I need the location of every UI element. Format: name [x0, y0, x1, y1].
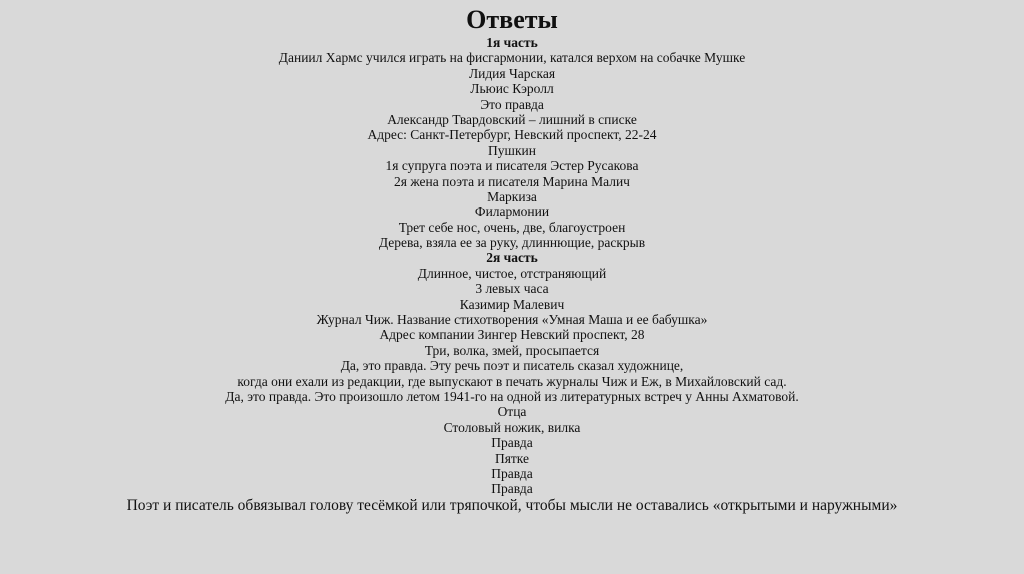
section-heading: 1я часть: [486, 35, 538, 50]
page-title: Ответы: [466, 5, 558, 34]
answer-line: Трет себе нос, очень, две, благоустроен: [398, 219, 626, 235]
answer-line: Отца: [497, 404, 527, 420]
footer-note: Поэт и писатель обвязывал голову тесёмкой или тряпочкой, чтобы мысли не оставались «открытыми и наружными»: [126, 497, 898, 514]
answer-line: 3 левых часа: [475, 281, 549, 297]
answer-line: Маркиза: [487, 188, 537, 204]
answer-line: Три, волка, змей, просыпается: [424, 342, 600, 358]
answer-line: Дерева, взяла ее за руку, длиннющие, раскрыв: [378, 235, 646, 251]
answer-line: Льюис Кэролл: [470, 81, 554, 97]
answer-line: Да, это правда. Это произошло летом 1941-го на одной из литературных встреч у Анны Ахматовой.: [225, 388, 799, 404]
answer-line: 2я жена поэта и писателя Марина Малич: [394, 173, 630, 189]
answer-line: Правда: [491, 481, 533, 497]
answer-line: Даниил Хармс учился играть на фисгармонии, катался верхом на собачке Мушке: [278, 50, 746, 66]
answer-line: Правда: [491, 435, 533, 451]
answer-line: Лидия Чарская: [468, 65, 556, 81]
section-heading: 2я часть: [486, 250, 538, 266]
answer-line: Казимир Малевич: [459, 296, 565, 312]
answer-line: Александр Твардовский – лишний в списке: [387, 111, 637, 127]
answer-list: [0, 35, 1024, 497]
answer-line: Это правда: [480, 96, 544, 112]
answer-line: Журнал Чиж. Название стихотворения «Умная Маша и ее бабушка»: [316, 312, 708, 328]
answer-line: Да, это правда. Эту речь поэт и писатель сказал художнице,: [340, 358, 684, 374]
answer-line: Столовый ножик, вилка: [443, 419, 581, 435]
answer-line: Пятке: [494, 450, 530, 466]
answer-line: Филармонии: [474, 204, 550, 220]
answer-line: 1я супруга поэта и писателя Эстер Русакова: [385, 158, 639, 174]
answer-line: Длинное, чистое, отстраняющий: [417, 265, 607, 281]
answer-line: Пушкин: [488, 142, 536, 158]
answer-line: Правда: [491, 465, 533, 481]
answer-line: Адрес компании Зингер Невский проспект, 28: [379, 327, 645, 343]
answer-line: когда они ехали из редакции, где выпускают в печать журналы Чиж и Еж, в Михайловский сад.: [237, 373, 787, 389]
answer-line: Адрес: Санкт-Петербург, Невский проспект, 22-24: [367, 127, 657, 143]
